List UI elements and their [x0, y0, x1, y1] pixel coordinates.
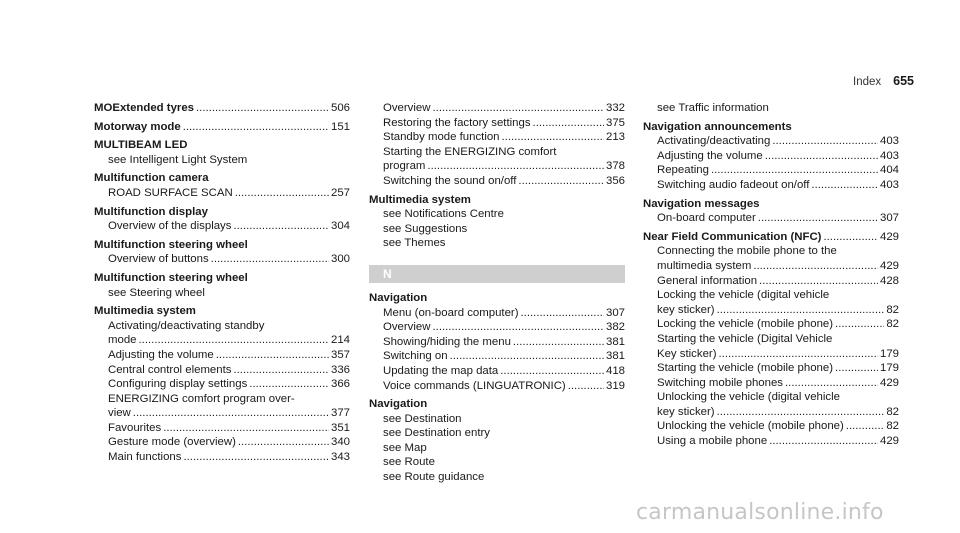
dot-leader	[500, 364, 604, 379]
index-subentry	[643, 376, 899, 391]
index-subentry	[643, 317, 899, 332]
subentry-text: Overview of the displays	[108, 220, 232, 233]
index-entry	[643, 197, 899, 226]
entry-heading: Navigation messages	[643, 197, 760, 210]
index-subentry	[643, 274, 899, 289]
entry-heading	[94, 120, 350, 135]
subentry-text: Unlocking the vehicle (digital vehicle	[657, 391, 840, 404]
index-subentry	[94, 363, 350, 378]
subentry-text: Adjusting the volume	[657, 149, 763, 162]
index-subentry	[369, 159, 625, 174]
index-subentry	[94, 421, 350, 436]
page-ref: 404	[879, 164, 899, 177]
index-subentry	[94, 333, 350, 348]
subentry-text: see Traffic information	[657, 102, 769, 114]
subentry-text: see Destination	[383, 412, 462, 425]
page-number: 655	[893, 74, 914, 88]
page-ref: 340	[330, 436, 350, 449]
page-ref: 307	[879, 212, 899, 225]
subentry-text: Switching on	[383, 350, 448, 363]
subentry-text: Restoring the factory settings	[383, 116, 531, 129]
dot-leader	[196, 101, 329, 116]
subentry-text: ENERGIZING comfort program over-	[108, 392, 295, 405]
index-subentry	[643, 134, 899, 149]
page-ref: 82	[886, 420, 899, 433]
dot-leader	[249, 377, 329, 392]
subentry-text: see Route guidance	[383, 471, 485, 484]
dot-leader	[518, 174, 604, 189]
dot-leader	[502, 130, 604, 145]
entry-heading	[643, 230, 899, 245]
subentry-text: Favourites	[108, 421, 162, 434]
dot-leader	[183, 120, 329, 135]
index-subentry	[643, 149, 899, 164]
page-ref: 336	[330, 363, 350, 376]
index-subentry	[369, 441, 625, 456]
index-entry	[94, 120, 350, 135]
page-ref: 332	[605, 102, 625, 114]
dot-leader	[835, 361, 878, 376]
page-ref: 366	[330, 378, 350, 391]
index-subentry	[369, 116, 625, 131]
subentry-text: key sticker)	[657, 303, 715, 316]
subentry-text: Locking the vehicle (mobile phone)	[657, 318, 834, 331]
subentry-text: Configuring display settings	[108, 378, 248, 391]
dot-leader	[811, 178, 878, 193]
dot-leader	[753, 259, 878, 274]
index-subentry	[643, 361, 899, 376]
page-ref: 343	[330, 451, 350, 464]
dot-leader	[235, 186, 329, 201]
index-subentry	[369, 222, 625, 237]
index-subentry	[369, 379, 625, 394]
subentry-text: Menu (on-board computer)	[383, 306, 519, 319]
subentry-text: Overview of buttons	[108, 253, 209, 266]
index-subentry	[94, 286, 350, 301]
index-subentry	[94, 219, 350, 234]
index-subentry	[643, 347, 899, 362]
subentry-text: program	[383, 160, 426, 173]
index-subentry	[369, 320, 625, 335]
dot-leader	[133, 406, 329, 421]
subentry-text: Unlocking the vehicle (mobile phone)	[657, 420, 844, 433]
index-subentry	[369, 335, 625, 350]
entry-heading: Multifunction display	[94, 205, 208, 218]
subentry-text: Voice commands (LINGUATRONIC)	[383, 379, 566, 392]
index-subentry	[643, 303, 899, 318]
entry-heading: Navigation	[369, 291, 428, 304]
page-ref: 506	[330, 102, 350, 114]
index-subentry	[94, 153, 350, 168]
entry-heading: MULTIBEAM LED	[94, 139, 188, 152]
dot-leader	[846, 419, 885, 434]
subentry-text: key sticker)	[657, 405, 715, 418]
index-subentry	[369, 174, 625, 189]
dot-leader	[835, 317, 884, 332]
index-entry	[643, 230, 899, 449]
dot-leader	[785, 376, 878, 391]
dot-leader	[233, 363, 329, 378]
subentry-text: Gesture mode (overview)	[108, 436, 236, 449]
page-ref: 428	[879, 274, 899, 287]
index-subentry	[643, 434, 899, 449]
dot-leader	[432, 101, 604, 116]
subentry-text: Activating/deactivating standby	[108, 319, 265, 332]
index-entry	[94, 271, 350, 300]
page-ref: 377	[330, 407, 350, 420]
page-ref: 214	[330, 334, 350, 347]
page-ref: 418	[605, 364, 625, 377]
subentry-text: Overview	[383, 321, 431, 334]
index-entry	[369, 291, 625, 393]
subentry-text: view	[108, 407, 131, 420]
index-subentry	[94, 450, 350, 465]
index-subentry	[369, 145, 625, 160]
watermark: carmanualsonline.info	[636, 500, 884, 525]
page-ref: 403	[879, 178, 899, 191]
subentry-text: multimedia system	[657, 259, 752, 272]
entry-heading: Multifunction steering wheel	[94, 271, 248, 284]
page-ref: 356	[605, 174, 625, 187]
subentry-text: Repeating	[657, 164, 709, 177]
entry-heading	[94, 101, 350, 116]
subentry-text: Overview	[383, 102, 431, 114]
index-entry	[94, 101, 350, 116]
page-ref: 375	[605, 116, 625, 129]
section-label: Index	[853, 76, 882, 88]
index-entry	[94, 205, 350, 234]
subentry-text: Switching audio fadeout on/off	[657, 178, 810, 191]
index-subentry	[94, 377, 350, 392]
index-subentry	[643, 163, 899, 178]
dot-leader	[513, 335, 604, 350]
index-column-3	[643, 101, 899, 449]
index-entry	[369, 397, 625, 485]
subentry-text: Starting the vehicle (Digital Vehicle	[657, 332, 833, 345]
page-ref: 378	[605, 160, 625, 173]
dot-leader	[233, 219, 329, 234]
subentry-text: see Destination entry	[383, 427, 491, 440]
dot-leader	[717, 405, 885, 420]
index-entry	[369, 193, 625, 251]
entry-heading: Multifunction camera	[94, 172, 209, 185]
index-subentry	[369, 236, 625, 251]
subentry-text: On-board computer	[657, 212, 756, 225]
index-subentry	[643, 101, 899, 116]
page-ref: 429	[879, 376, 899, 389]
index-entry	[94, 238, 350, 267]
index-subentry	[643, 259, 899, 274]
subentry-text: Showing/hiding the menu	[383, 335, 511, 348]
dot-leader	[772, 134, 878, 149]
dot-leader	[758, 211, 878, 226]
index-subentry	[94, 319, 350, 334]
index-subentry	[369, 349, 625, 364]
subentry-text: Central control elements	[108, 363, 232, 376]
dot-leader	[568, 379, 604, 394]
dot-leader	[211, 252, 329, 267]
subentry-text: ROAD SURFACE SCAN	[108, 186, 233, 199]
page-ref: 403	[879, 149, 899, 162]
dot-leader	[450, 349, 604, 364]
index-entry	[94, 171, 350, 200]
index-subentry	[643, 244, 899, 259]
page-header	[853, 74, 914, 88]
subentry-text: see Steering wheel	[108, 286, 205, 299]
page-ref: 304	[330, 220, 350, 233]
index-subentry	[643, 332, 899, 347]
dot-leader	[427, 159, 604, 174]
dot-leader	[533, 116, 604, 131]
page-ref: 429	[879, 435, 899, 448]
page-ref: 319	[605, 379, 625, 392]
index-subentry	[94, 435, 350, 450]
dot-leader	[183, 450, 329, 465]
page-ref: 82	[886, 303, 899, 316]
subentry-text: Updating the map data	[383, 364, 499, 377]
dot-leader	[216, 348, 329, 363]
dot-leader	[139, 333, 329, 348]
entry-heading: Navigation	[369, 398, 428, 411]
page-ref: 382	[605, 321, 625, 334]
page-ref: 381	[605, 335, 625, 348]
dot-leader	[765, 149, 878, 164]
page-ref: 213	[605, 131, 625, 144]
subentry-text: General information	[657, 274, 758, 287]
index-subentry	[369, 455, 625, 470]
index-subentry	[643, 211, 899, 226]
index-subentry	[643, 390, 899, 405]
index-subentry	[369, 426, 625, 441]
dot-leader	[163, 421, 329, 436]
index-entry	[643, 101, 899, 116]
index-subentry	[94, 392, 350, 407]
page-ref: 82	[886, 405, 899, 418]
index-subentry	[94, 406, 350, 421]
subentry-text: Starting the ENERGIZING comfort	[383, 145, 557, 158]
dot-leader	[717, 303, 885, 318]
subentry-text: Activating/deactivating	[657, 135, 771, 148]
index-entry	[94, 304, 350, 465]
subentry-text: Key sticker)	[657, 347, 717, 360]
index-entry	[643, 120, 899, 193]
index-subentry	[643, 419, 899, 434]
index-entry	[369, 101, 625, 189]
entry-heading: Navigation announcements	[643, 120, 792, 133]
dot-leader	[521, 306, 604, 321]
dot-leader	[769, 434, 878, 449]
index-subentry	[94, 186, 350, 201]
subentry-text: Standby mode function	[383, 131, 500, 144]
dot-leader	[823, 230, 878, 245]
heading-text: Motorway mode	[94, 120, 181, 133]
heading-text: Near Field Communication (NFC)	[643, 230, 822, 243]
subentry-text: Using a mobile phone	[657, 435, 768, 448]
index-subentry	[369, 470, 625, 485]
subentry-text: see Themes	[383, 237, 446, 250]
index-subentry	[369, 412, 625, 427]
index-subentry	[94, 348, 350, 363]
page-ref: 179	[879, 347, 899, 360]
entry-heading: Multimedia system	[94, 305, 196, 318]
subentry-text: mode	[108, 334, 137, 347]
index-column-1	[94, 101, 350, 465]
subentry-text: Connecting the mobile phone to the	[657, 245, 837, 258]
subentry-text: see Suggestions	[383, 222, 468, 235]
dot-leader	[711, 163, 878, 178]
letter-heading: N	[369, 265, 625, 283]
subentry-text: Switching the sound on/off	[383, 174, 517, 187]
entry-heading: Multimedia system	[369, 193, 471, 206]
page-ref: 357	[330, 348, 350, 361]
page-ref: 82	[886, 318, 899, 331]
page-ref: 257	[330, 186, 350, 199]
entry-heading: Multifunction steering wheel	[94, 238, 248, 251]
subentry-text: see Notifications Centre	[383, 208, 504, 221]
heading-text: MOExtended tyres	[94, 102, 195, 114]
index-subentry	[94, 252, 350, 267]
page-ref: 429	[879, 230, 899, 243]
dot-leader	[238, 435, 329, 450]
page-ref: 403	[879, 135, 899, 148]
dot-leader	[759, 274, 878, 289]
index-subentry	[643, 288, 899, 303]
subentry-text: see Route	[383, 456, 435, 469]
dot-leader	[719, 347, 878, 362]
index-subentry	[643, 405, 899, 420]
subentry-text: Starting the vehicle (mobile phone)	[657, 362, 834, 375]
subentry-text: Adjusting the volume	[108, 348, 214, 361]
index-subentry	[369, 207, 625, 222]
subentry-text: Switching mobile phones	[657, 376, 784, 389]
page-ref: 151	[330, 120, 350, 133]
index-subentry	[369, 364, 625, 379]
page-ref: 179	[879, 362, 899, 375]
index-subentry	[369, 130, 625, 145]
subentry-text: Locking the vehicle (digital vehicle	[657, 289, 830, 302]
page-ref: 429	[879, 259, 899, 272]
page-ref: 307	[605, 306, 625, 319]
page-ref: 381	[605, 350, 625, 363]
page-ref: 300	[330, 253, 350, 266]
subentry-text: Main functions	[108, 451, 182, 464]
subentry-text: see Intelligent Light System	[108, 153, 248, 166]
index-subentry	[369, 306, 625, 321]
index-entry	[94, 138, 350, 167]
page-ref: 351	[330, 421, 350, 434]
index-column-2	[369, 101, 625, 485]
index-subentry	[643, 178, 899, 193]
index-subentry	[369, 101, 625, 116]
subentry-text: see Map	[383, 441, 427, 454]
dot-leader	[432, 320, 604, 335]
